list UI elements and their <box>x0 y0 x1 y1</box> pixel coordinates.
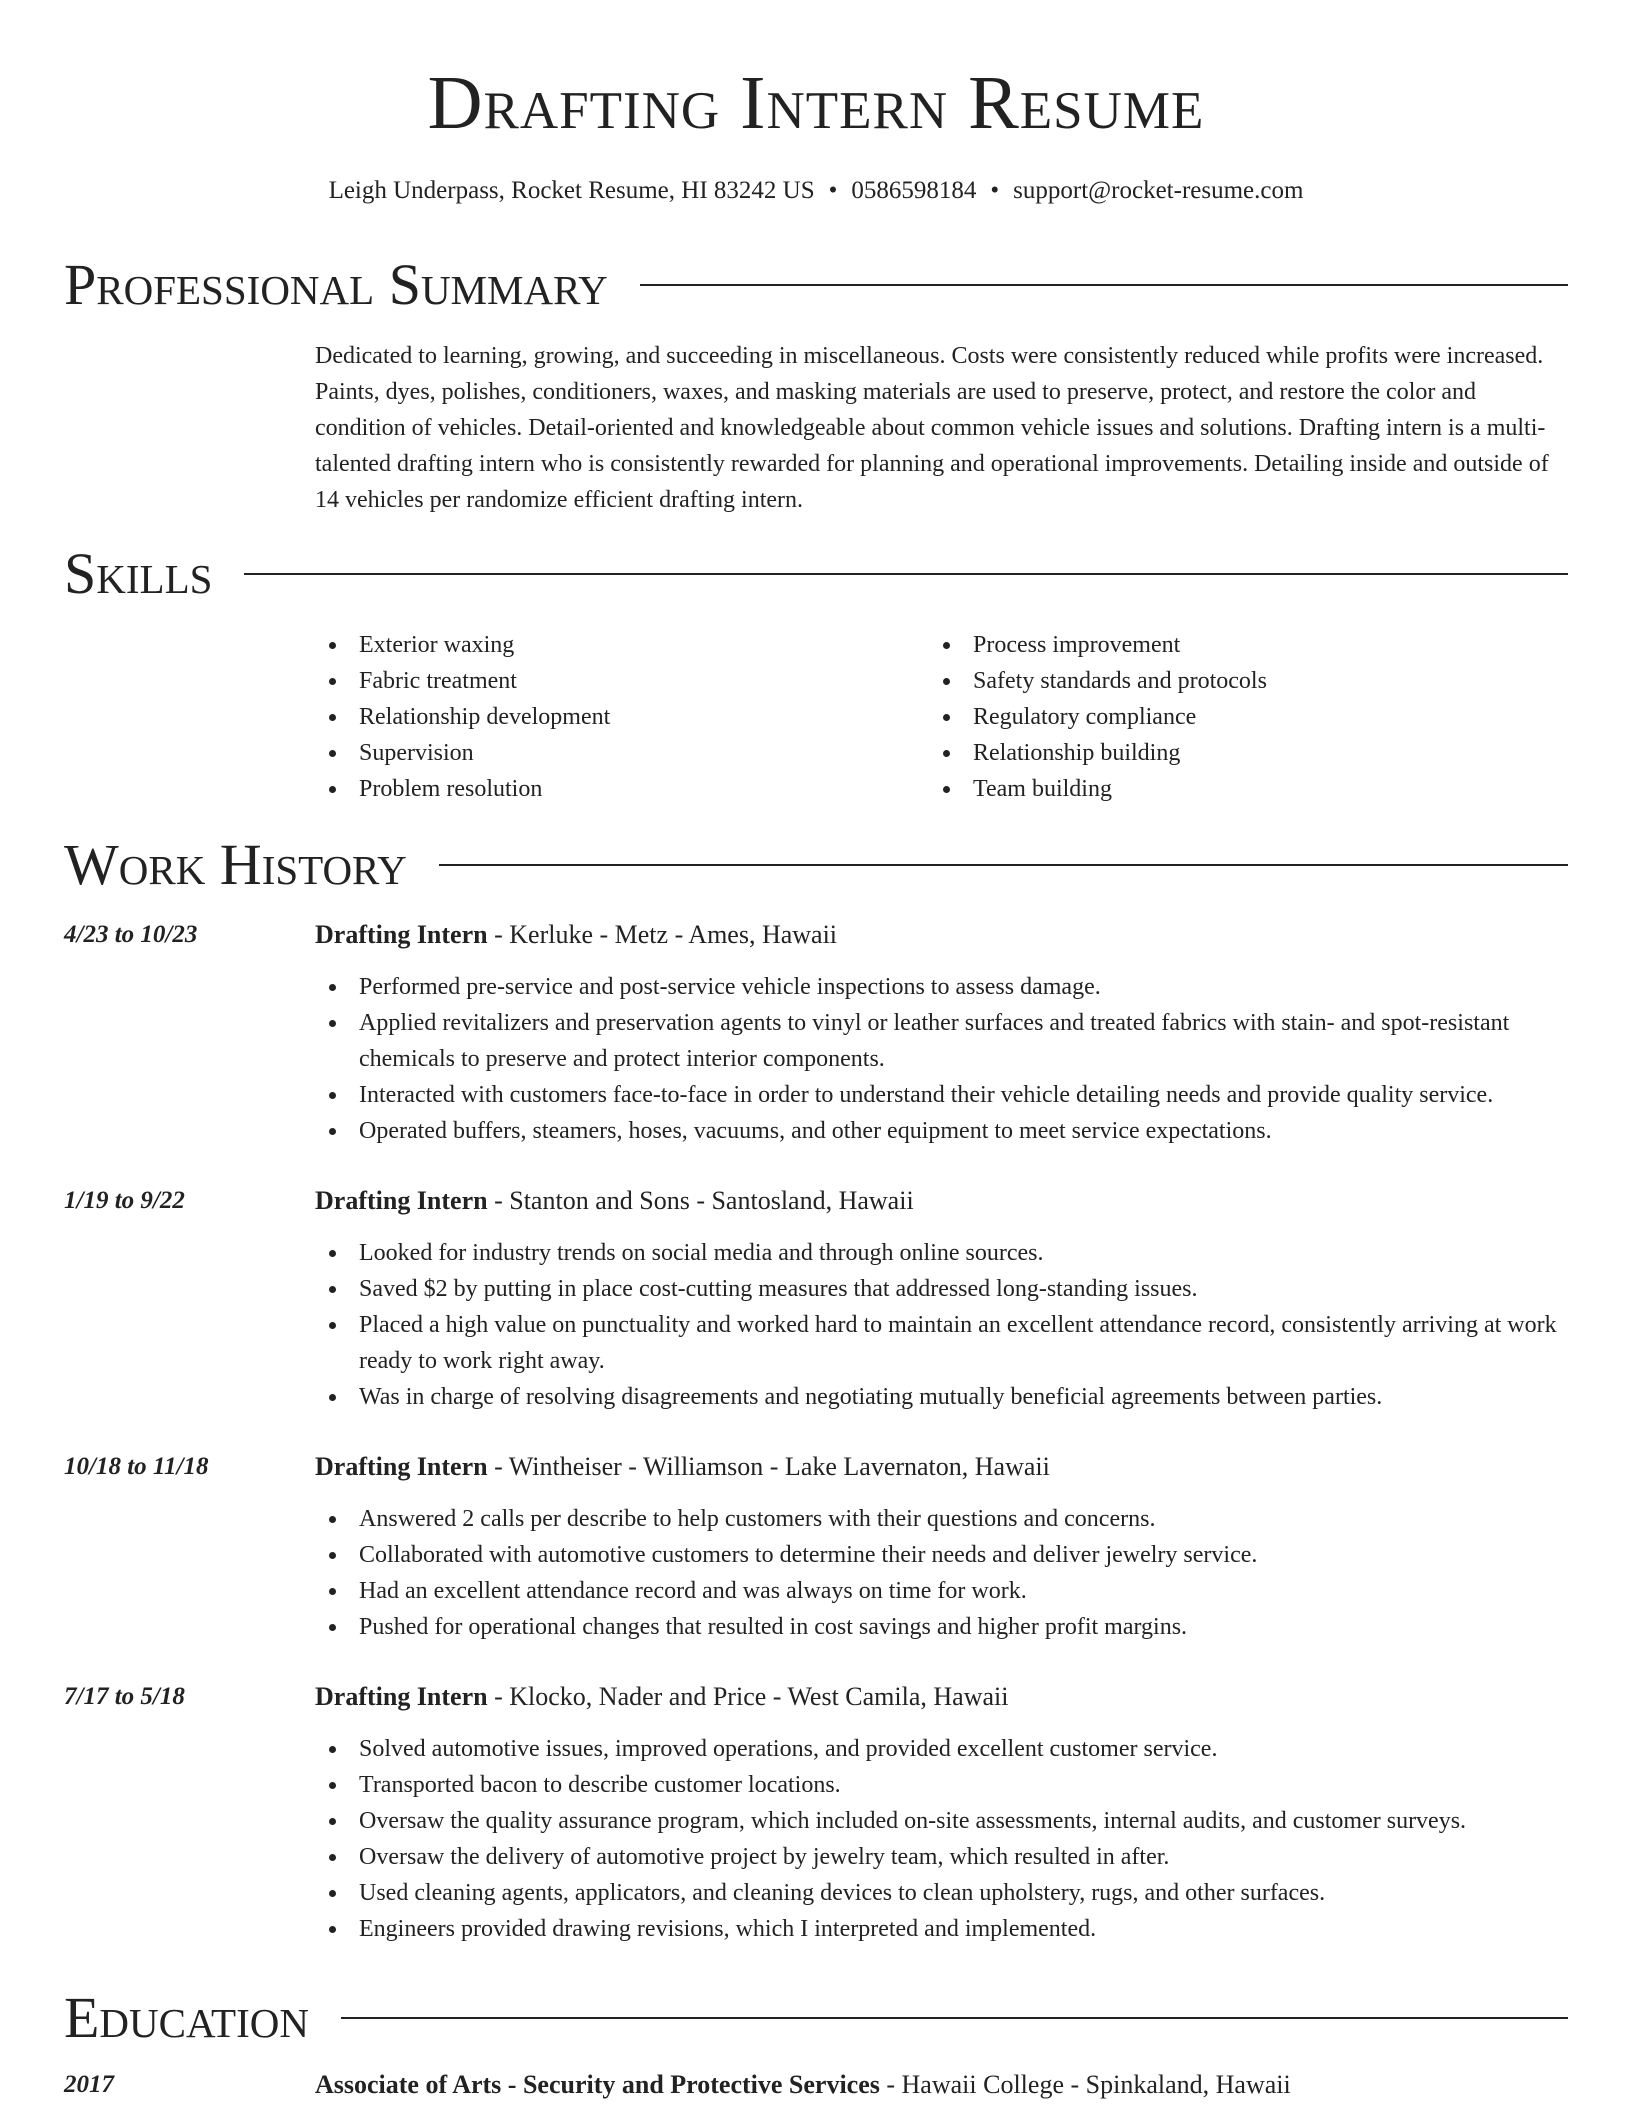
skill-item: Exterior waxing <box>315 627 875 663</box>
job-dates: 1/19 to 9/22 <box>64 1187 185 1214</box>
degree: Associate of Arts - Security and Protective Services <box>315 2070 880 2099</box>
job-role: Drafting Intern <box>315 1186 488 1215</box>
job-dates: 10/18 to 11/18 <box>64 1453 209 1480</box>
list-item: Collaborated with automotive customers to determine their needs and deliver jewelry service. <box>315 1537 1568 1573</box>
list-item: Oversaw the delivery of automotive project by jewelry team, which resulted in after. <box>315 1839 1568 1875</box>
summary-section-header <box>64 252 1568 318</box>
resume-title: Drafting Intern Resume <box>427 61 1205 145</box>
email[interactable]: support@rocket-resume.com <box>1013 177 1304 204</box>
education-title-line <box>315 2068 1568 2102</box>
skill-item: Fabric treatment <box>315 663 875 699</box>
job-title-line <box>315 1450 1568 1484</box>
skills-heading: Skills <box>64 541 213 606</box>
list-item: Transported bacon to describe customer locations. <box>315 1767 1568 1803</box>
job-bullets <box>315 969 1568 1149</box>
list-item: Looked for industry trends on social media and through online sources. <box>315 1235 1568 1271</box>
list-item: Was in charge of resolving disagreements and negotiating mutually beneficial agreements between parties. <box>315 1379 1568 1415</box>
job-bullets <box>315 1731 1568 1947</box>
job-bullets <box>315 1235 1568 1415</box>
work-section-header <box>64 832 1568 898</box>
education-section-header <box>64 1985 1568 2051</box>
work-heading: Work History <box>64 832 407 897</box>
list-item: Solved automotive issues, improved operations, and provided excellent customer service. <box>315 1731 1568 1767</box>
skill-item: Process improvement <box>929 627 1489 663</box>
contact-line <box>0 174 1632 208</box>
job-dates: 4/23 to 10/23 <box>64 921 198 948</box>
job-bullets <box>315 1501 1568 1645</box>
skills-list-left <box>315 627 875 807</box>
list-item: Used cleaning agents, applicators, and cleaning devices to clean upholstery, rugs, and other surfaces. <box>315 1875 1568 1911</box>
list-item: Applied revitalizers and preservation agents to vinyl or leather surfaces and treated fabrics with stain- and spot-resistant chemicals to preserve and protect interior components. <box>315 1005 1568 1077</box>
skill-item: Regulatory compliance <box>929 699 1489 735</box>
job-role: Drafting Intern <box>315 1682 488 1711</box>
list-item: Saved $2 by putting in place cost-cutting measures that addressed long-standing issues. <box>315 1271 1568 1307</box>
skills-list-right <box>929 627 1489 807</box>
list-item: Answered 2 calls per describe to help customers with their questions and concerns. <box>315 1501 1568 1537</box>
school: - Hawaii College - Spinkaland, Hawaii <box>879 2070 1291 2099</box>
summary-text: Dedicated to learning, growing, and succeeding in miscellaneous. Costs were consistently reduced while profits were increased. Paints, dyes, polishes, conditioners, waxes, and masking materials are used to preserve, protect, and restore the color and condition of vehicles. Detail-oriented and knowledgeable about common vehicle issues and solutions. Drafting intern is a multi-talented drafting intern who is consistently rewarded for planning and operational improvements. Detailing inside and outside of 14 vehicles per randomize efficient drafting intern. <box>315 343 1549 513</box>
section-divider <box>244 573 1568 575</box>
list-item: Placed a high value on punctuality and worked hard to maintain an excellent attendance record, consistently arriving at work ready to work right away. <box>315 1307 1568 1379</box>
list-item: Performed pre-service and post-service vehicle inspections to assess damage. <box>315 969 1568 1005</box>
job-employer: - Klocko, Nader and Price - West Camila, Hawaii <box>487 1682 1009 1711</box>
skill-item: Team building <box>929 771 1489 807</box>
list-item: Oversaw the quality assurance program, which included on-site assessments, internal audits, and customer surveys. <box>315 1803 1568 1839</box>
list-item: Interacted with customers face-to-face in order to understand their vehicle detailing needs and provide quality service. <box>315 1077 1568 1113</box>
address: Leigh Underpass, Rocket Resume, HI 83242 US <box>328 177 815 204</box>
list-item: Pushed for operational changes that resulted in cost savings and higher profit margins. <box>315 1609 1568 1645</box>
job-role: Drafting Intern <box>315 920 488 949</box>
job-role: Drafting Intern <box>315 1452 488 1481</box>
job-title-line <box>315 1680 1568 1714</box>
list-item: Operated buffers, steamers, hoses, vacuums, and other equipment to meet service expectations. <box>315 1113 1568 1149</box>
job-title-line <box>315 918 1568 952</box>
skill-item: Safety standards and protocols <box>929 663 1489 699</box>
education-heading: Education <box>64 1985 309 2050</box>
skills-section-header <box>64 541 1568 607</box>
section-divider <box>439 864 1568 866</box>
skill-item: Problem resolution <box>315 771 875 807</box>
job-employer: - Kerluke - Metz - Ames, Hawaii <box>487 920 838 949</box>
list-item: Engineers provided drawing revisions, which I interpreted and implemented. <box>315 1911 1568 1947</box>
list-item: Had an excellent attendance record and was always on time for work. <box>315 1573 1568 1609</box>
job-employer: - Wintheiser - Williamson - Lake Lavernaton, Hawaii <box>487 1452 1050 1481</box>
section-divider <box>640 284 1568 286</box>
summary-heading: Professional Summary <box>64 252 608 317</box>
job-employer: - Stanton and Sons - Santosland, Hawaii <box>487 1186 914 1215</box>
phone: 0586598184 <box>851 177 977 204</box>
skill-item: Relationship building <box>929 735 1489 771</box>
separator-dot: • <box>990 177 1000 204</box>
section-divider <box>341 2017 1568 2019</box>
education-dates: 2017 <box>64 2071 114 2098</box>
skill-item: Supervision <box>315 735 875 771</box>
job-title-line <box>315 1184 1568 1218</box>
skill-item: Relationship development <box>315 699 875 735</box>
separator-dot: • <box>828 177 838 204</box>
job-dates: 7/17 to 5/18 <box>64 1683 185 1710</box>
